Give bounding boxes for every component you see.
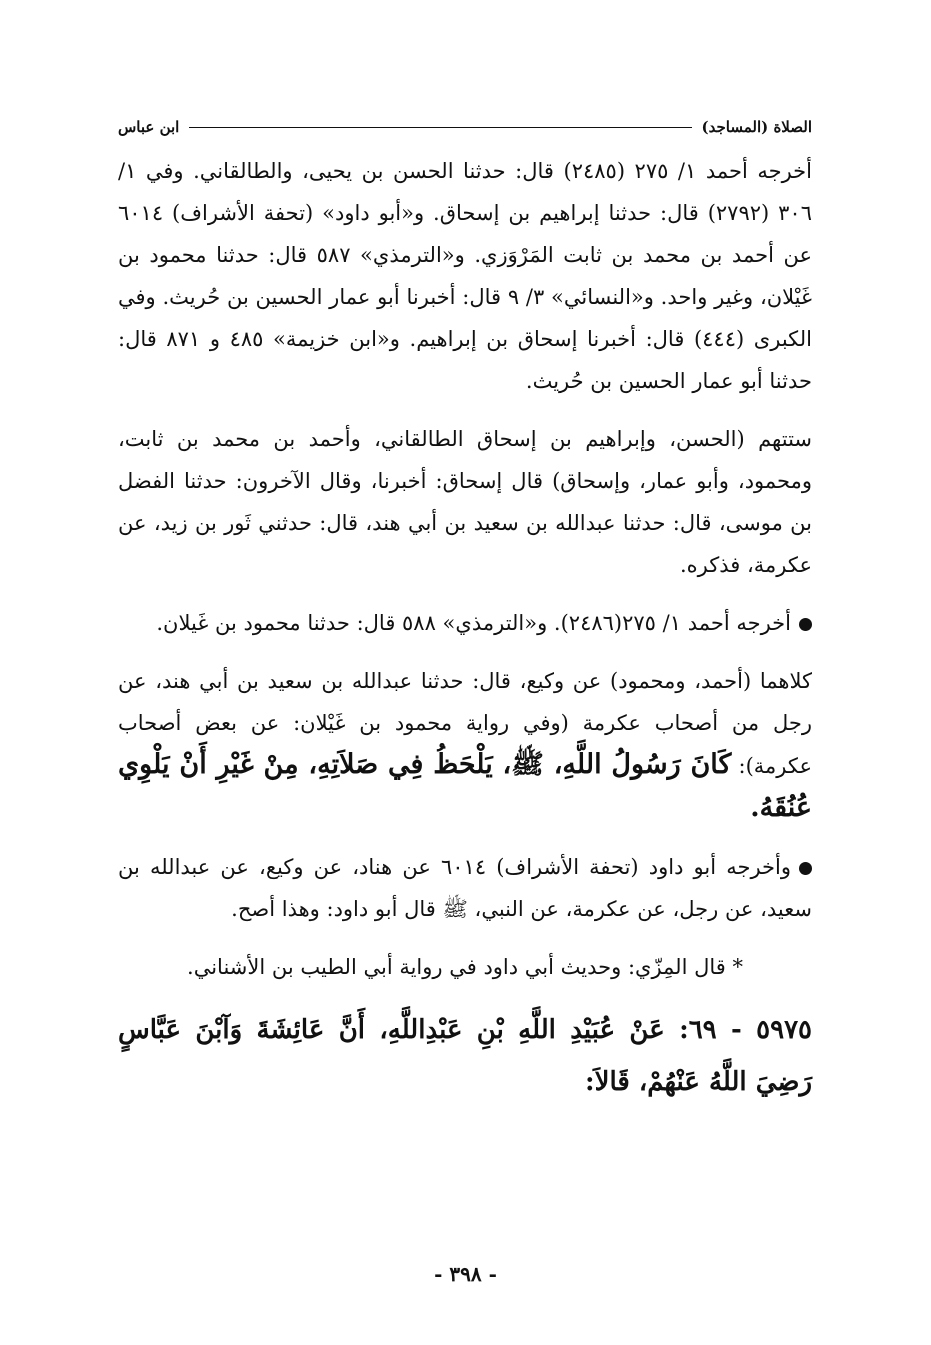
bullet-icon xyxy=(799,862,812,875)
spacer xyxy=(118,930,812,946)
paragraph-isnad-2 xyxy=(118,660,812,830)
bullet-icon xyxy=(799,618,812,631)
page-number: - ٣٩٨ - xyxy=(434,1262,497,1286)
body-text xyxy=(118,150,812,1108)
chapter-title: الصلاة (المساجد) xyxy=(701,118,812,136)
spacer xyxy=(118,644,812,660)
section-title: ابن عباس xyxy=(118,118,180,136)
paragraph-takhrij-2 xyxy=(118,602,812,644)
spacer xyxy=(118,402,812,418)
spacer xyxy=(118,586,812,602)
running-header xyxy=(118,116,812,138)
editor-note: * قال المِزّي: وحديث أبي داود في رواية أبي الطيب بن الأشناني. xyxy=(187,955,743,979)
paragraph-isnad-2-intro: كلاهما (أحمد، ومحمود) عن وكيع، قال: حدثنا عبدالله بن سعيد بن أبي هند، عن رجل من أصحاب عكرمة (وفي رواية محمود بن غَيْلان: عن بعض أصحاب عكرمة): xyxy=(118,669,813,778)
spacer xyxy=(118,830,812,846)
paragraph-takhrij-3-text: وأخرجه أبو داود (تحفة الأشراف) ٦٠١٤ عن هناد، عن وكيع، عن عبدالله بن سعيد، عن رجل، عن عكرمة، عن النبي، ﷺ قال أبو داود: وهذا أصح. xyxy=(118,855,812,921)
paragraph-isnad-1: ستتهم (الحسن، وإبراهيم بن إسحاق الطالقاني، وأحمد بن محمد بن ثابت، ومحمود، وأبو عمار، وإسحاق) قال إسحاق: أخبرنا، وقال الآخرون: حدثنا الفضل بن موسى، قال: حدثنا عبدالله بن سعيد بن أبي هند، قال: حدثني ثَور بن زيد، عن عكرمة، فذكره. xyxy=(118,427,812,577)
hadith-header: ٥٩٧٥ - ٦٩: عَنْ عُبَيْدِ اللَّهِ بْنِ عَبْدِاللَّهِ، أَنَّ عَائِشَةَ وَآبْنَ عَبَّاسٍ رَضِيَ اللَّهُ عَنْهُمْ، قَالاَ: xyxy=(118,1015,812,1097)
paragraph-takhrij-1: أخرجه أحمد ١/ ٢٧٥ (٢٤٨٥) قال: حدثنا الحسن بن يحيى، والطالقاني. وفي ١/ ٣٠٦ (٢٧٩٢) قال: حدثنا إبراهيم بن إسحاق. و«أبو داود» (تحفة الأشراف) ٦٠١٤ عن أحمد بن محمد بن ثابت المَرْوَزي. و«الترمذي» ٥٨٧ قال: حدثنا محمود بن غَيْلان، وغير واحد. و«النسائي» ٣/ ٩ قال: أخبرنا أبو عمار الحسين بن حُريث. وفي الكبرى (٤٤٤) قال: أخبرنا إسحاق بن إبراهيم. و«ابن خزيمة» ٤٨٥ و ٨٧١ قال: حدثنا أبو عمار الحسين بن حُريث. xyxy=(118,159,812,393)
header-rule xyxy=(189,127,691,128)
hadith-quote: كَانَ رَسُولُ اللَّهِ، ﷺ، يَلْحَظُ فِي صَلاَتِهِ، مِنْ غَيْرِ أَنْ يَلْوِي عُنُقَهُ. xyxy=(118,749,812,823)
paragraph-takhrij-3 xyxy=(118,846,812,930)
spacer xyxy=(118,988,812,1004)
paragraph-takhrij-2-text: أخرجه أحمد ١/ ٢٧٥(٢٤٨٦). و«الترمذي» ٥٨٨ قال: حدثنا محمود بن غَيلان. xyxy=(156,611,791,635)
